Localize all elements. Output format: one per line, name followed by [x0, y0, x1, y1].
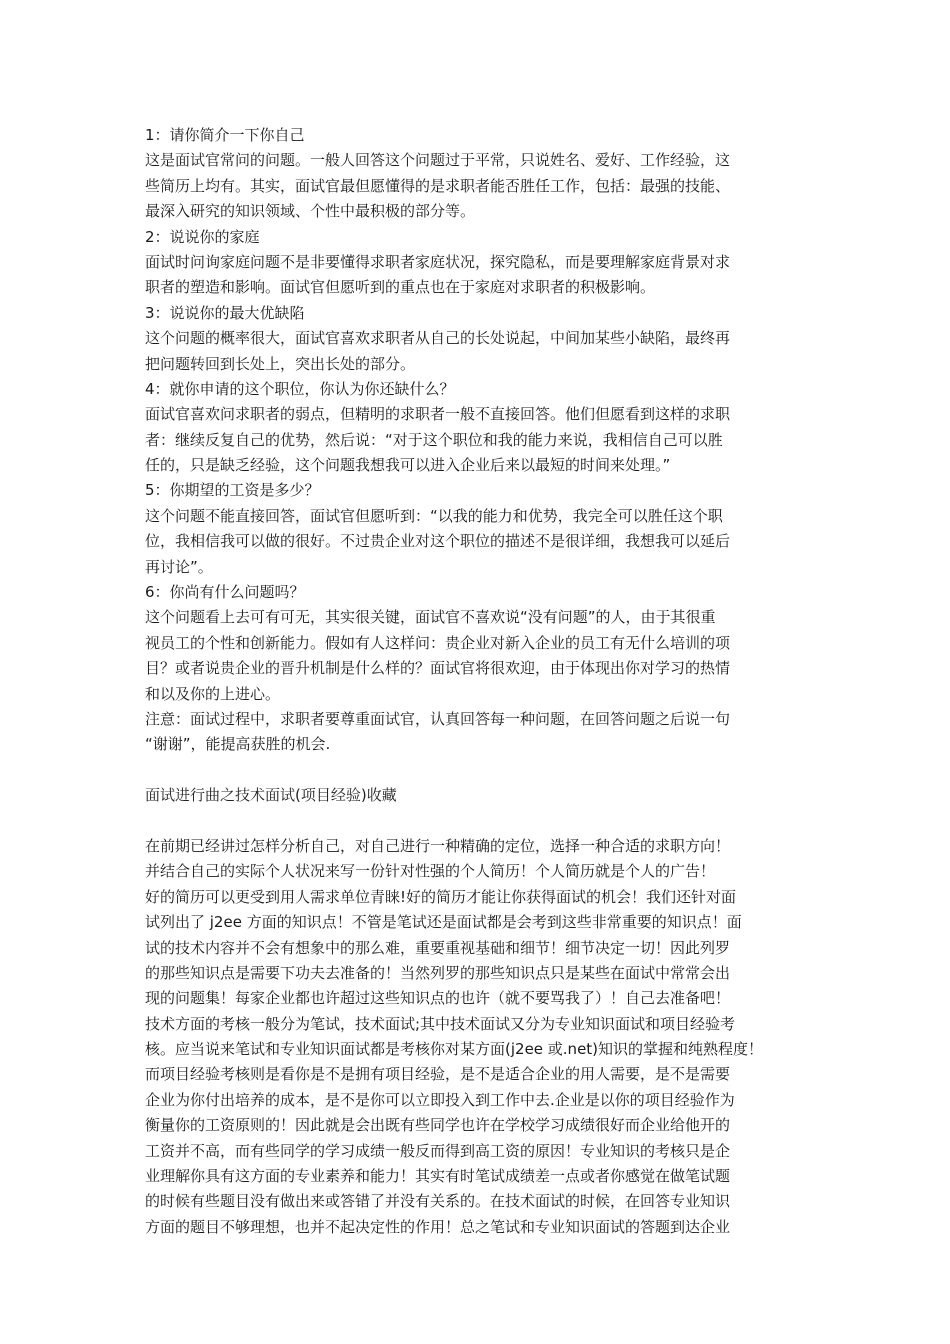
text-line: 的那些知识点是需要下功夫去准备的！当然列罗的那些知识点只是某些在面试中常常会出 [145, 963, 731, 982]
text-line: 3：说说你的最大优缺陷 [145, 303, 305, 322]
interview-questions-section [145, 123, 805, 758]
section-title: 面试进行曲之技术面试(项目经验)收藏 [145, 786, 397, 805]
text-line: 把问题转回到长处上，突出长处的部分。 [145, 354, 416, 373]
text-line: 4：就你申请的这个职位，你认为你还缺什么？ [145, 379, 455, 398]
blank-line [145, 809, 805, 834]
text-line: 业理解你具有这方面的专业素养和能力！其实有时笔试成绩差一点或者你感觉在做笔试题 [145, 1167, 731, 1186]
text-line: 工资并不高，而有些同学的学习成绩一般反而得到高工资的原因！专业知识的考核只是企 [145, 1141, 731, 1160]
text-line: 这个问题看上去可有可无，其实很关键，面试官不喜欢说“没有问题”的人，由于其很重 [145, 608, 716, 627]
text-line: 核。应当说来笔试和专业知识面试都是考核你对某方面(j2ee 或.net)知识的掌握和纯熟程度！ [145, 1040, 764, 1059]
text-line: 在前期已经讲过怎样分析自己，对自己进行一种精确的定位，选择一种合适的求职方向！ [145, 836, 731, 855]
document-page [145, 123, 805, 1240]
text-line: 2：说说你的家庭 [145, 227, 260, 246]
text-line: 再讨论”。 [145, 557, 213, 576]
text-line: 并结合自己的实际个人状况来写一份针对性强的个人简历！个人简历就是个人的广告！ [145, 862, 716, 881]
blank-line [145, 758, 805, 783]
text-line: 方面的题目不够理想，也并不起决定性的作用！总之笔试和专业知识面试的答题到达企业 [145, 1217, 731, 1236]
text-line: 技术方面的考核一般分为笔试，技术面试;其中技术面试又分为专业知识面试和项目经验考 [145, 1014, 736, 1033]
text-line: 些简历上均有。其实，面试官最但愿懂得的是求职者能否胜任工作，包括：最强的技能、 [145, 176, 731, 195]
text-line: 职者的塑造和影响。面试官但愿听到的重点也在于家庭对求职者的积极影响。 [145, 278, 656, 297]
text-line: 衡量你的工资原则的！因此就是会出既有些同学也许在学校学习成绩很好而企业给他开的 [145, 1116, 731, 1135]
text-line: 位，我相信我可以做的很好。不过贵企业对这个职位的描述不是很详细，我想我可以延后 [145, 532, 731, 551]
text-line: 好的简历可以更受到用人需求单位青睐!好的简历才能让你获得面试的机会！我们还针对面 [145, 887, 737, 906]
text-line: 这个问题不能直接回答，面试官但愿听到：“以我的能力和优势，我完全可以胜任这个职 [145, 506, 723, 525]
text-line: 面试官喜欢问求职者的弱点，但精明的求职者一般不直接回答。他们但愿看到这样的求职 [145, 405, 731, 424]
text-line: 而项目经验考核则是看你是不是拥有项目经验，是不是适合企业的用人需要，是不是需要 [145, 1065, 731, 1084]
text-line: 和以及你的上进心。 [145, 684, 281, 703]
text-line: 1：请你简介一下你自己 [145, 126, 305, 144]
text-line: 任的，只是缺乏经验，这个问题我想我可以进入企业后来以最短的时间来处理。” [145, 456, 671, 475]
text-line: 者：继续反复自己的优势，然后说：“对于这个职位和我的能力来说，我相信自己可以胜 [145, 430, 723, 449]
text-line: 现的问题集！每家企业都也许超过这些知识点的也许（就不要骂我了）！自己去准备吧！ [145, 989, 731, 1008]
text-line: 5：你期望的工资是多少？ [145, 481, 320, 500]
text-line: 6：你尚有什么问题吗？ [145, 583, 305, 602]
text-line: 这个问题的概率很大，面试官喜欢求职者从自己的长处说起，中间加某些小缺陷，最终再 [145, 329, 731, 348]
text-line: 目？或者说贵企业的晋升机制是什么样的？面试官将很欢迎，由于体现出你对学习的热情 [145, 659, 731, 678]
text-line: 面试时问询家庭问题不是非要懂得求职者家庭状况，探究隐私，而是要理解家庭背景对求 [145, 252, 731, 271]
text-line: 试的技术内容并不会有想象中的那么难，重要重视基础和细节！细节决定一切！因此列罗 [145, 938, 731, 957]
text-line: “谢谢”，能提高获胜的机会. [145, 735, 331, 754]
text-line: 视员工的个性和创新能力。假如有人这样问：贵企业对新入企业的员工有无什么培训的项 [145, 633, 731, 652]
text-line: 最深入研究的知识领域、个性中最积极的部分等。 [145, 202, 476, 221]
technical-interview-section [145, 834, 805, 1240]
text-line: 这是面试官常问的问题。一般人回答这个问题过于平常，只说姓名、爱好、工作经验，这 [145, 151, 731, 170]
text-line: 试列出了 j2ee 方面的知识点！不管是笔试还是面试都是会考到这些非常重要的知识点！面 [145, 913, 742, 932]
text-line: 企业为你付出培养的成本，是不是你可以立即投入到工作中去.企业是以你的项目经验作为 [145, 1090, 735, 1109]
text-line: 的时候有些题目没有做出来或答错了并没有关系的。在技术面试的时候，在回答专业知识 [145, 1192, 731, 1211]
text-line: 注意：面试过程中，求职者要尊重面试官，认真回答每一种问题，在回答问题之后说一句 [145, 709, 731, 728]
